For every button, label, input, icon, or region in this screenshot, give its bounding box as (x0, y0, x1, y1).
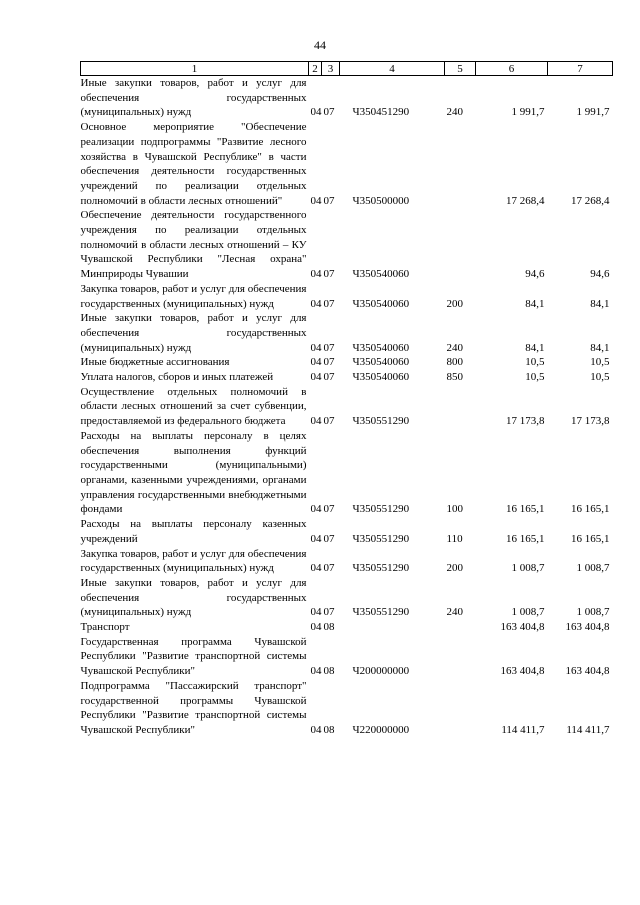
row-amount-1: 16 165,1 (506, 532, 545, 545)
row-subsection: 07 (323, 268, 335, 281)
row-amount-2: 1 008,7 (576, 606, 610, 619)
row-expense-type: 200 (446, 297, 463, 310)
row-amount-1: 84,1 (525, 341, 545, 354)
row-expense-type (445, 385, 476, 429)
row-amount-1: 17 173,8 (506, 415, 545, 428)
row-section: 04 (310, 268, 322, 281)
row-amount-2: 114 411,7 (566, 723, 610, 736)
row-name: Государственная программа Чувашской Республики "Развитие транспортной системы Чувашской Республики" (80, 635, 307, 678)
row-name: Иные закупки товаров, работ и услуг для обеспечения государственных (муниципальных) нужд (80, 576, 307, 619)
row-section: 04 (310, 606, 322, 619)
row-target-article: Ч350451290 (352, 106, 410, 119)
row-target-article: Ч350551290 (352, 503, 410, 516)
row-name: Осуществление отдельных полномочий в области лесных отношений за счет субвенции, предоставляемой из федерального бюджета (80, 385, 307, 428)
row-amount-2: 10,5 (590, 356, 610, 369)
row-target-article: Ч350540060 (352, 268, 410, 281)
header-col-6: 6 (476, 62, 548, 76)
row-expense-type (445, 635, 476, 679)
table-row (81, 576, 613, 620)
row-amount-1: 1 008,7 (511, 606, 545, 619)
header-col-2: 2 (309, 62, 322, 76)
row-section: 04 (310, 665, 322, 678)
table-row (81, 370, 613, 385)
row-amount-1: 10,5 (525, 356, 545, 369)
row-name: Расходы на выплаты персоналу в целях обеспечения выполнения функций государственными (муниципальными) органами, казенными учреждениями, органами управления государственными внебюджетными фондами (80, 429, 307, 516)
table-row (81, 620, 613, 635)
row-section: 04 (310, 341, 322, 354)
row-subsection: 07 (323, 562, 335, 575)
header-col-1: 1 (81, 62, 309, 76)
row-amount-2: 94,6 (590, 268, 610, 281)
row-target-article: Ч350500000 (352, 194, 410, 207)
row-amount-1: 10,5 (525, 371, 545, 384)
row-section: 04 (310, 297, 322, 310)
row-target-article: Ч350551290 (352, 415, 410, 428)
table-row (81, 120, 613, 208)
row-target-article: Ч350551290 (352, 562, 410, 575)
row-amount-2: 84,1 (590, 297, 610, 310)
row-name: Закупка товаров, работ и услуг для обеспечения государственных (муниципальных) нужд (80, 547, 307, 575)
row-amount-1: 163 404,8 (500, 621, 545, 634)
table-row (81, 208, 613, 282)
row-amount-1: 1 991,7 (511, 106, 545, 119)
table-row (81, 517, 613, 546)
row-name: Иные закупки товаров, работ и услуг для обеспечения государственных (муниципальных) нужд (80, 77, 307, 119)
row-subsection: 07 (323, 356, 335, 369)
row-amount-1: 16 165,1 (506, 503, 545, 516)
budget-table (80, 61, 613, 738)
header-col-5: 5 (445, 62, 476, 76)
table-row (81, 76, 613, 121)
row-subsection: 08 (323, 621, 335, 634)
header-col-4: 4 (340, 62, 445, 76)
row-amount-2: 16 165,1 (571, 532, 610, 545)
row-amount-1: 163 404,8 (500, 665, 545, 678)
row-amount-1: 114 411,7 (501, 723, 545, 736)
row-expense-type: 200 (446, 562, 463, 575)
row-section: 04 (310, 723, 322, 736)
row-subsection: 07 (323, 371, 335, 384)
row-amount-1: 84,1 (525, 297, 545, 310)
header-col-3: 3 (322, 62, 340, 76)
table-row (81, 385, 613, 429)
row-expense-type: 240 (446, 606, 463, 619)
table-row (81, 355, 613, 370)
row-expense-type: 850 (446, 371, 463, 384)
table-row (81, 282, 613, 311)
row-expense-type (445, 679, 476, 738)
row-name: Транспорт (80, 621, 130, 634)
row-name: Расходы на выплаты персоналу казенных учреждений (80, 518, 307, 545)
row-subsection: 07 (323, 297, 335, 310)
row-subsection: 07 (323, 503, 335, 516)
page-number: 44 (314, 38, 326, 52)
row-expense-type: 110 (446, 532, 463, 545)
row-target-article: Ч200000000 (352, 665, 410, 678)
row-name: Основное мероприятие "Обеспечение реализации подпрограммы "Развитие лесного хозяйства в Чувашской Республике" в части обеспечения деятельности государственных учреждений по реализации отдельных полномочий в области лесных отношений" (80, 121, 307, 207)
header-row (81, 62, 613, 76)
row-amount-2: 16 165,1 (571, 503, 610, 516)
row-target-article: Ч350540060 (352, 371, 410, 384)
row-name: Уплата налогов, сборов и иных платежей (80, 371, 274, 384)
row-target-article: Ч350540060 (352, 297, 410, 310)
row-subsection: 07 (323, 415, 335, 428)
row-amount-1: 1 008,7 (511, 562, 545, 575)
row-name: Иные закупки товаров, работ и услуг для обеспечения государственных (муниципальных) нужд (80, 312, 307, 354)
row-amount-2: 84,1 (590, 341, 610, 354)
row-section: 04 (310, 415, 322, 428)
row-subsection: 07 (323, 532, 335, 545)
row-section: 04 (310, 503, 322, 516)
row-amount-1: 94,6 (525, 268, 545, 281)
row-expense-type: 240 (446, 341, 463, 354)
table-body (81, 76, 613, 738)
row-target-article: Ч350540060 (352, 356, 410, 369)
row-section: 04 (310, 106, 322, 119)
row-expense-type (445, 208, 476, 282)
row-name: Обеспечение деятельности государственного учреждения по реализации отдельных полномочий в области лесных отношений – КУ Чувашской Республики "Лесная охрана" Минприроды Чувашии (80, 209, 307, 281)
row-section: 04 (310, 194, 322, 207)
row-section: 04 (310, 532, 322, 545)
row-amount-2: 163 404,8 (565, 621, 610, 634)
row-name: Иные бюджетные ассигнования (80, 356, 230, 369)
row-amount-2: 163 404,8 (565, 665, 610, 678)
row-target-article: Ч350540060 (352, 341, 410, 354)
table-row (81, 679, 613, 738)
row-amount-1: 17 268,4 (506, 194, 545, 207)
header-col-7: 7 (548, 62, 613, 76)
row-amount-2: 17 268,4 (571, 194, 610, 207)
row-name: Закупка товаров, работ и услуг для обеспечения государственных (муниципальных) нужд (80, 282, 307, 310)
row-subsection: 07 (323, 106, 335, 119)
table-row (81, 429, 613, 517)
row-subsection: 07 (323, 606, 335, 619)
row-expense-type: 100 (446, 503, 463, 516)
row-expense-type (445, 620, 476, 635)
row-name: Подпрограмма "Пассажирский транспорт" государственной программы Чувашской Республики "Развитие транспортной системы Чувашской Республики" (80, 679, 307, 736)
row-target-article: Ч220000000 (352, 723, 410, 736)
table-row (81, 311, 613, 355)
row-section: 04 (310, 371, 322, 384)
row-section: 04 (310, 621, 322, 634)
row-expense-type: 800 (446, 356, 463, 369)
row-subsection: 07 (323, 194, 335, 207)
row-amount-2: 1 008,7 (576, 562, 610, 575)
row-subsection: 07 (323, 341, 335, 354)
row-expense-type (445, 120, 476, 208)
row-subsection: 08 (323, 665, 335, 678)
row-section: 04 (310, 562, 322, 575)
table-row (81, 547, 613, 576)
row-target-article (340, 620, 445, 635)
row-expense-type: 240 (446, 106, 463, 119)
row-subsection: 08 (323, 723, 335, 736)
table-row (81, 635, 613, 679)
row-amount-2: 10,5 (590, 371, 610, 384)
row-amount-2: 1 991,7 (576, 106, 610, 119)
row-target-article: Ч350551290 (352, 532, 410, 545)
row-target-article: Ч350551290 (352, 606, 410, 619)
row-section: 04 (310, 356, 322, 369)
row-amount-2: 17 173,8 (571, 415, 610, 428)
